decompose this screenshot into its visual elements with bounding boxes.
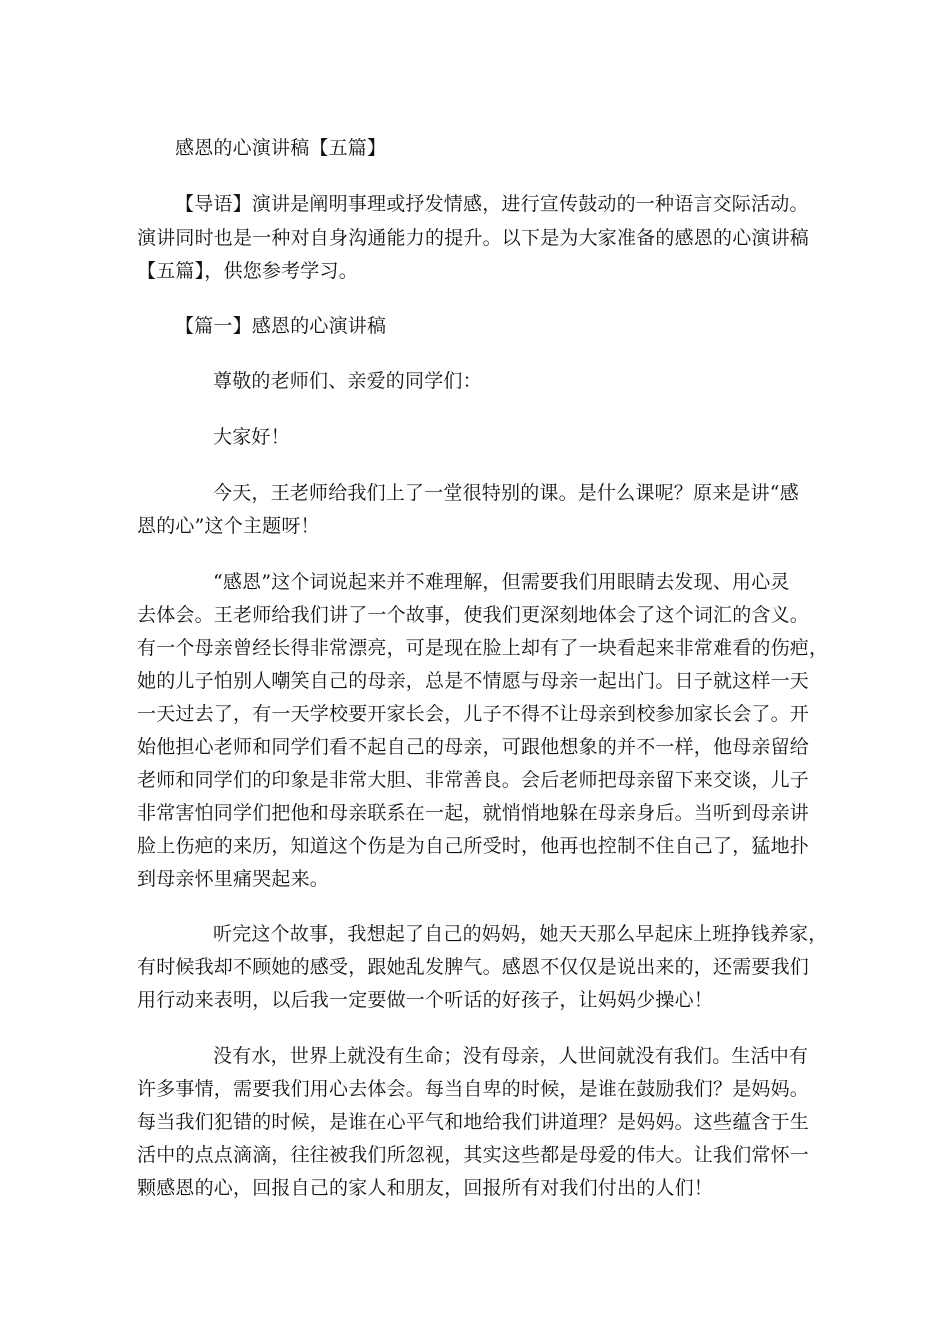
paragraph-line: 颗感恩的心，回报自己的家人和朋友，回报所有对我们付出的人们！ [137,1177,714,1199]
intro-line: 【导语】演讲是阐明事理或抒发情感，进行宣传鼓动的一种语言交际活动。 [175,193,809,215]
paragraph-line: 老师和同学们的印象是非常大胆、非常善良。会后老师把母亲留下来交谈，儿子 [137,769,810,791]
paragraph-line: 她的儿子怕别人嘲笑自己的母亲，总是不情愿与母亲一起出门。日子就这样一天 [137,670,810,692]
paragraph-line: 用行动来表明，以后我一定要做一个听话的好孩子，让妈妈少操心！ [137,989,714,1011]
paragraph-line: “感恩”这个词说起来并不难理解，但需要我们用眼睛去发现、用心灵 [213,571,790,593]
paragraph-line: 每当我们犯错的时候，是谁在心平气和地给我们讲道理？是妈妈。这些蕴含于生 [137,1111,810,1133]
document-title: 感恩的心演讲稿【五篇】 [175,137,387,159]
salutation: 尊敬的老师们、亲爱的同学们： [213,370,482,392]
paragraph-line: 恩的心”这个主题呀！ [137,515,320,537]
paragraph-line: 非常害怕同学们把他和母亲联系在一起，就悄悄地躲在母亲身后。当听到母亲讲 [137,802,810,824]
greeting: 大家好！ [213,426,290,448]
paragraph-line: 有一个母亲曾经长得非常漂亮，可是现在脸上却有了一块看起来非常难看的伤疤， [137,637,829,659]
paragraph-line: 有时候我却不顾她的感受，跟她乱发脾气。感恩不仅仅是说出来的，还需要我们 [137,956,810,978]
paragraph-line: 去体会。王老师给我们讲了一个故事，使我们更深刻地体会了这个词汇的含义。 [137,604,810,626]
intro-line: 【五篇】，供您参考学习。 [137,260,358,282]
paragraph-line: 到母亲怀里痛哭起来。 [137,868,330,890]
paragraph-line: 今天，王老师给我们上了一堂很特别的课。是什么课呢？原来是讲“感 [213,482,799,504]
paragraph-line: 活中的点点滴滴，往往被我们所忽视，其实这些都是母爱的伟大。让我们常怀一 [137,1144,810,1166]
paragraph-line: 没有水，世界上就没有生命；没有母亲，人世间就没有我们。生活中有 [213,1045,809,1067]
section-heading: 【篇一】感恩的心演讲稿 [175,315,387,337]
paragraph-line: 一天过去了，有一天学校要开家长会，儿子不得不让母亲到校参加家长会了。开 [137,703,810,725]
paragraph-line: 许多事情，需要我们用心去体会。每当自卑的时候，是谁在鼓励我们？是妈妈。 [137,1078,810,1100]
paragraph-line: 始他担心老师和同学们看不起自己的母亲，可跟他想象的并不一样，他母亲留给 [137,736,810,758]
paragraph-line: 脸上伤疤的来历，知道这个伤是为自己所受时，他再也控制不住自己了，猛地扑 [137,835,810,857]
paragraph-line: 听完这个故事，我想起了自己的妈妈，她天天那么早起床上班挣钱养家， [213,923,828,945]
intro-line: 演讲同时也是一种对自身沟通能力的提升。以下是为大家准备的感恩的心演讲稿 [137,227,810,249]
